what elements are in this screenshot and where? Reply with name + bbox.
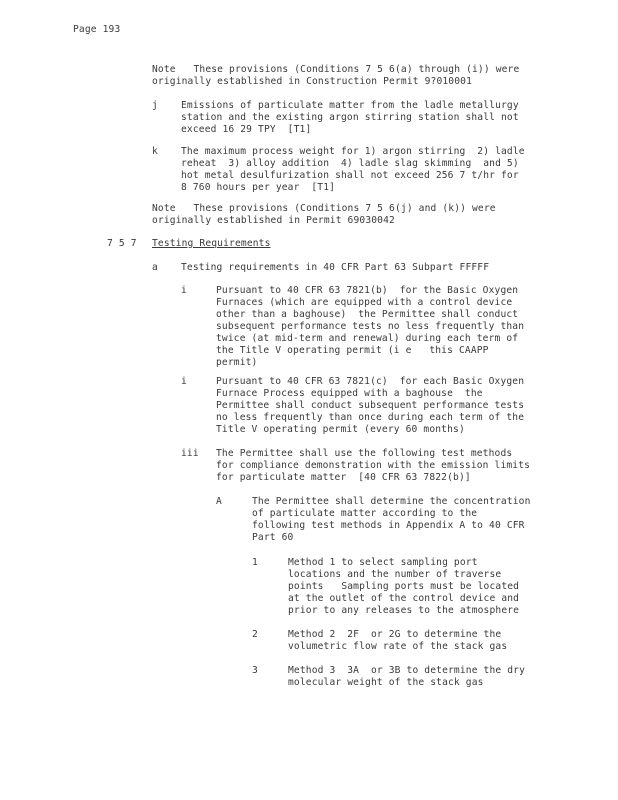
item-label: i xyxy=(181,285,187,296)
paragraph-line: points Sampling ports must be located xyxy=(288,581,520,592)
paragraph-line: subsequent performance tests no less frequently than xyxy=(216,321,525,332)
item-label: j xyxy=(152,100,158,111)
item-label: A xyxy=(216,496,222,507)
item-label: 2 xyxy=(252,629,258,640)
paragraph-line: for compliance demonstration with the emission limits xyxy=(216,460,531,471)
paragraph-line: at the outlet of the control device and xyxy=(288,593,520,604)
paragraph-line: no less frequently than once during each term of the xyxy=(216,412,525,423)
paragraph-line: for particulate matter [40 CFR 63 7822(b)] xyxy=(216,472,471,483)
paragraph-line: Furnace Process equipped with a baghouse the xyxy=(216,388,483,399)
paragraph-line: following test methods in Appendix A to 40 CFR xyxy=(252,520,525,531)
paragraph-line: station and the existing argon stirring station shall not xyxy=(181,112,519,123)
paragraph-line: The maximum process weight for 1) argon stirring 2) ladle xyxy=(181,146,525,157)
note-line: originally established in Permit 69030042 xyxy=(152,215,395,226)
item-label: a xyxy=(152,262,158,273)
item-label: iii xyxy=(181,448,199,459)
paragraph-line: Method 3 3A or 3B to determine the dry xyxy=(288,665,526,676)
item-label: 1 xyxy=(252,557,258,568)
paragraph-line: Testing requirements in 40 CFR Part 63 Subpart FFFFF xyxy=(181,262,490,273)
item-label: k xyxy=(152,146,158,157)
item-label: i xyxy=(181,376,187,387)
note-line: originally established in Construction Permit 9?010001 xyxy=(152,76,472,87)
paragraph-line: Method 2 2F or 2G to determine the xyxy=(288,629,502,640)
paragraph-line: 8 760 hours per year [T1] xyxy=(181,182,336,193)
section-title: Testing Requirements xyxy=(152,238,271,249)
paragraph-line: molecular weight of the stack gas xyxy=(288,677,484,688)
paragraph-line: permit) xyxy=(216,357,258,368)
item-label: 3 xyxy=(252,665,258,676)
paragraph-line: Emissions of particulate matter from the ladle metallurgy xyxy=(181,100,519,111)
paragraph-line: volumetric flow rate of the stack gas xyxy=(288,641,508,652)
paragraph-line: hot metal desulfurization shall not exceed 256 7 t/hr for xyxy=(181,170,519,181)
page-number: Page 193 xyxy=(73,24,121,35)
paragraph-line: Permittee shall conduct subsequent performance tests xyxy=(216,400,525,411)
paragraph-line: Title V operating permit (every 60 months) xyxy=(216,424,465,435)
paragraph-line: Method 1 to select sampling port xyxy=(288,557,478,568)
paragraph-line: reheat 3) alloy addition 4) ladle slag skimming and 5) xyxy=(181,158,519,169)
paragraph-line: Pursuant to 40 CFR 63 7821(c) for each Basic Oxygen xyxy=(216,376,525,387)
paragraph-line: of particulate matter according to the xyxy=(252,508,478,519)
paragraph-line: prior to any releases to the atmosphere xyxy=(288,605,520,616)
paragraph-line: The Permittee shall determine the concentration xyxy=(252,496,531,507)
paragraph-line: the Title V operating permit (i e this CAAPP xyxy=(216,345,489,356)
paragraph-line: Furnaces (which are equipped with a control device xyxy=(216,297,513,308)
note-line: Note These provisions (Conditions 7 5 6(j) and (k)) were xyxy=(152,203,496,214)
paragraph-line: exceed 16 29 TPY [T1] xyxy=(181,124,312,135)
paragraph-line: The Permittee shall use the following test methods xyxy=(216,448,513,459)
paragraph-line: other than a baghouse) the Permittee shall conduct xyxy=(216,309,519,320)
paragraph-line: Pursuant to 40 CFR 63 7821(b) for the Basic Oxygen xyxy=(216,285,519,296)
paragraph-line: locations and the number of traverse xyxy=(288,569,502,580)
paragraph-line: twice (at mid-term and renewal) during each term of xyxy=(216,333,519,344)
note-line: Note These provisions (Conditions 7 5 6(a) through (i)) were xyxy=(152,64,520,75)
paragraph-line: Part 60 xyxy=(252,532,294,543)
section-number: 7 5 7 xyxy=(107,238,137,249)
